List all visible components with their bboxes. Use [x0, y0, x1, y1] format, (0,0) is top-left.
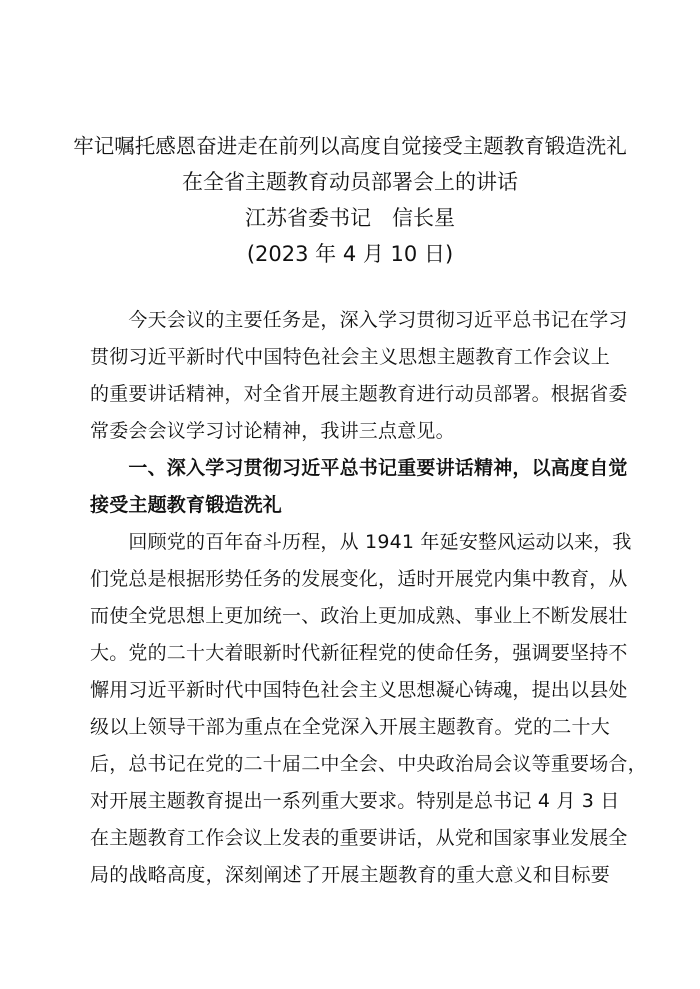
text-line: 在主题教育工作会议上发表的重要讲话，从党和国家事业发展全: [90, 827, 628, 849]
document-body: [90, 302, 647, 894]
text-line: 今天会议的主要任务是，深入学习贯彻习近平总书记在学习: [90, 309, 628, 331]
paragraph-history: [90, 524, 647, 894]
text-line: 而使全党思想上更加统一、政治上更加成熟、事业上不断发展壮: [90, 605, 628, 627]
section-heading-1: [90, 450, 628, 524]
text-line: 贯彻习近平新时代中国特色社会主义思想主题教育工作会议上: [90, 346, 610, 368]
text-line: 们党总是根据形势任务的发展变化，适时开展党内集中教育，从: [90, 568, 628, 590]
text-line: 后，总书记在党的二十届二中全会、中央政治局会议等重要场合，: [90, 753, 647, 775]
text-line: 局的战略高度，深刻阐述了开展主题教育的重大意义和目标要: [90, 864, 610, 886]
paragraph-intro: [90, 302, 628, 450]
text-line: 懈用习近平新时代中国特色社会主义思想凝心铸魂，提出以县处: [90, 679, 628, 701]
speech-title: 牢记嘱托感恩奋进走在前列以高度自觉接受主题教育锻造洗礼: [73, 134, 627, 158]
speech-date: (2023 年 4 月 10 日): [246, 242, 454, 266]
speech-subtitle: 在全省主题教育动员部署会上的讲话: [182, 170, 518, 194]
text-line: 级以上领导干部为重点在全党深入开展主题教育。党的二十大: [90, 716, 610, 738]
text-line: 回顾党的百年奋斗历程，从 1941 年延安整风运动以来，我: [90, 531, 632, 553]
title-block: [0, 128, 700, 272]
speaker-line: 江苏省委书记 信长星: [245, 206, 455, 230]
text-line: 大。党的二十大着眼新时代新征程党的使命任务，强调要坚持不: [90, 642, 628, 664]
heading-line: 接受主题教育锻造洗礼: [90, 494, 283, 516]
text-line: 对开展主题教育提出一系列重大要求。特别是总书记 4 月 3 日: [90, 790, 620, 812]
text-line: 的重要讲话精神，对全省开展主题教育进行动员部署。根据省委: [90, 383, 628, 405]
text-line: 常委会会议学习讨论精神，我讲三点意见。: [90, 420, 455, 442]
heading-line: 一、深入学习贯彻习近平总书记重要讲话精神，以高度自觉: [90, 457, 628, 479]
